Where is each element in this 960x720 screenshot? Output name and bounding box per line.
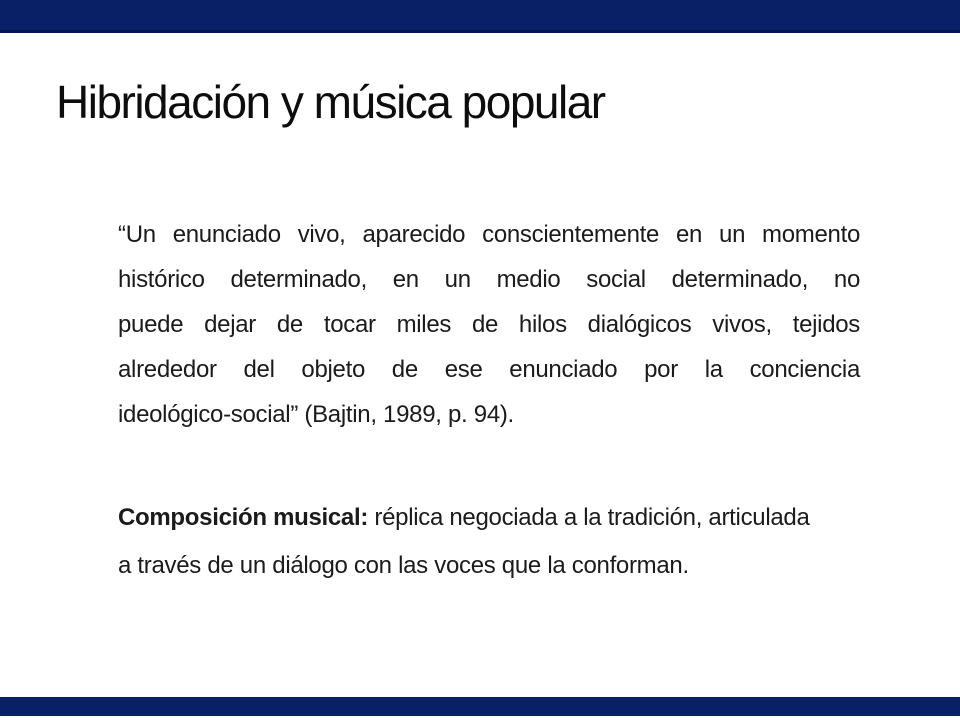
- definition-line: [118, 494, 878, 542]
- definition-text: réplica negociada a la tradición, articulada: [368, 504, 810, 531]
- definition-term: Composición musical:: [118, 504, 369, 531]
- quote-citation-line: ideológico-social” (Bajtin, 1989, p. 94).: [118, 401, 514, 428]
- footer-bar: [0, 697, 960, 716]
- definition-paragraph: [118, 494, 878, 590]
- quote-paragraph: [118, 212, 860, 437]
- quote-line: puede dejar de tocar miles de hilos dialógicos vivos, tejidos: [118, 311, 860, 338]
- quote-line: alrededor del objeto de ese enunciado por la conciencia: [118, 356, 860, 383]
- quote-line: “Un enunciado vivo, aparecido conscientemente en un momento: [118, 221, 860, 248]
- definition-line: a través de un diálogo con las voces que la conforman.: [118, 552, 689, 579]
- quote-line: histórico determinado, en un medio social determinado, no: [118, 266, 860, 293]
- header-bar: [0, 0, 960, 33]
- slide-title: Hibridación y música popular: [56, 76, 605, 128]
